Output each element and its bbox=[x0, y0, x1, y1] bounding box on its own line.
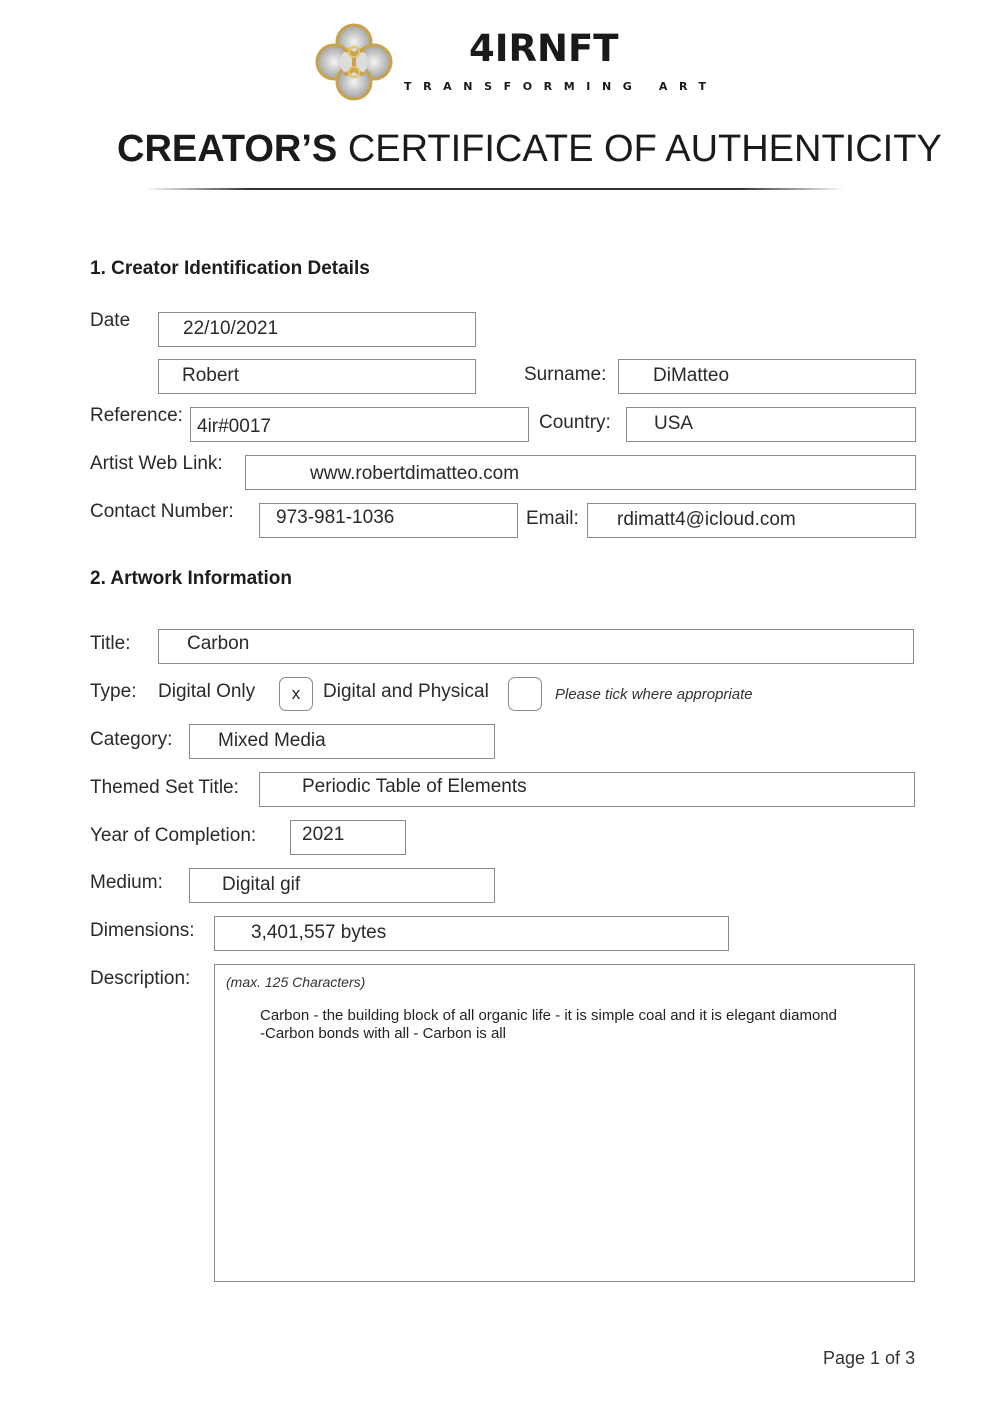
description-hint: (max. 125 Characters) bbox=[226, 974, 366, 990]
date-field[interactable] bbox=[158, 312, 476, 347]
digital-only-checkbox[interactable]: x bbox=[279, 677, 313, 711]
digital-physical-checkbox[interactable] bbox=[508, 677, 542, 711]
email-label: Email: bbox=[526, 508, 579, 529]
first-name-value: Robert bbox=[182, 365, 240, 386]
reference-field[interactable] bbox=[190, 407, 529, 442]
year-label: Year of Completion: bbox=[90, 825, 257, 846]
description-line-1: Carbon - the building block of all organic life - it is simple coal and it is elegant diamond bbox=[260, 1007, 837, 1024]
certificate-title bbox=[117, 128, 942, 171]
category-field[interactable] bbox=[189, 724, 495, 759]
email-value: rdimatt4@icloud.com bbox=[617, 509, 796, 530]
themed-set-label: Themed Set Title: bbox=[90, 777, 239, 798]
dimensions-field[interactable] bbox=[214, 916, 729, 951]
country-field[interactable] bbox=[626, 407, 916, 442]
medium-label: Medium: bbox=[90, 872, 163, 893]
country-value: USA bbox=[654, 413, 694, 434]
type-hint: Please tick where appropriate bbox=[555, 686, 753, 703]
description-line-2: -Carbon bonds with all - Carbon is all bbox=[260, 1025, 506, 1042]
year-field[interactable] bbox=[290, 820, 406, 855]
section-heading-artwork: 2. Artwork Information bbox=[90, 568, 292, 589]
email-field[interactable] bbox=[587, 503, 916, 538]
contact-label: Contact Number: bbox=[90, 501, 234, 522]
first-name-field[interactable] bbox=[158, 359, 476, 394]
themed-set-field[interactable] bbox=[259, 772, 915, 807]
medium-value: Digital gif bbox=[222, 874, 301, 895]
country-label: Country: bbox=[539, 412, 611, 433]
title-value: Carbon bbox=[187, 633, 250, 654]
surname-value: DiMatteo bbox=[653, 365, 730, 386]
medium-field[interactable] bbox=[189, 868, 495, 903]
themed-set-value: Periodic Table of Elements bbox=[302, 776, 527, 797]
contact-value: 973-981-1036 bbox=[276, 507, 395, 528]
description-label: Description: bbox=[90, 968, 191, 989]
reference-value: 4ir#0017 bbox=[197, 416, 271, 437]
date-value: 22/10/2021 bbox=[183, 318, 279, 339]
certificate-title-rest: CERTIFICATE OF AUTHENTICITY bbox=[347, 128, 942, 170]
description-field[interactable] bbox=[214, 964, 915, 1282]
title-label: Title: bbox=[90, 633, 131, 654]
type-option-digital-only: Digital Only bbox=[158, 681, 256, 702]
category-label: Category: bbox=[90, 729, 173, 750]
category-value: Mixed Media bbox=[218, 730, 326, 751]
logo-name: 4IRNFT bbox=[469, 27, 619, 70]
certificate-title-bold: CREATOR’S bbox=[117, 128, 338, 170]
contact-field[interactable] bbox=[259, 503, 518, 538]
reference-label: Reference: bbox=[90, 405, 183, 426]
weblink-field[interactable] bbox=[245, 455, 916, 490]
section-heading-creator: 1. Creator Identification Details bbox=[90, 258, 370, 279]
page-number: Page 1 of 3 bbox=[823, 1348, 916, 1368]
weblink-value: www.robertdimatteo.com bbox=[310, 463, 520, 484]
type-label: Type: bbox=[90, 681, 137, 702]
surname-field[interactable] bbox=[618, 359, 916, 394]
dimensions-label: Dimensions: bbox=[90, 920, 195, 941]
title-divider bbox=[145, 188, 845, 190]
title-field[interactable] bbox=[158, 629, 914, 664]
weblink-label: Artist Web Link: bbox=[90, 453, 223, 474]
type-option-digital-physical: Digital and Physical bbox=[323, 681, 489, 702]
surname-label: Surname: bbox=[524, 364, 607, 385]
logo-tagline: TRANSFORMING ART bbox=[404, 80, 718, 93]
year-value: 2021 bbox=[302, 824, 345, 845]
date-label: Date bbox=[90, 310, 131, 331]
dimensions-value: 3,401,557 bytes bbox=[251, 922, 387, 943]
logo-emblem bbox=[314, 22, 394, 102]
